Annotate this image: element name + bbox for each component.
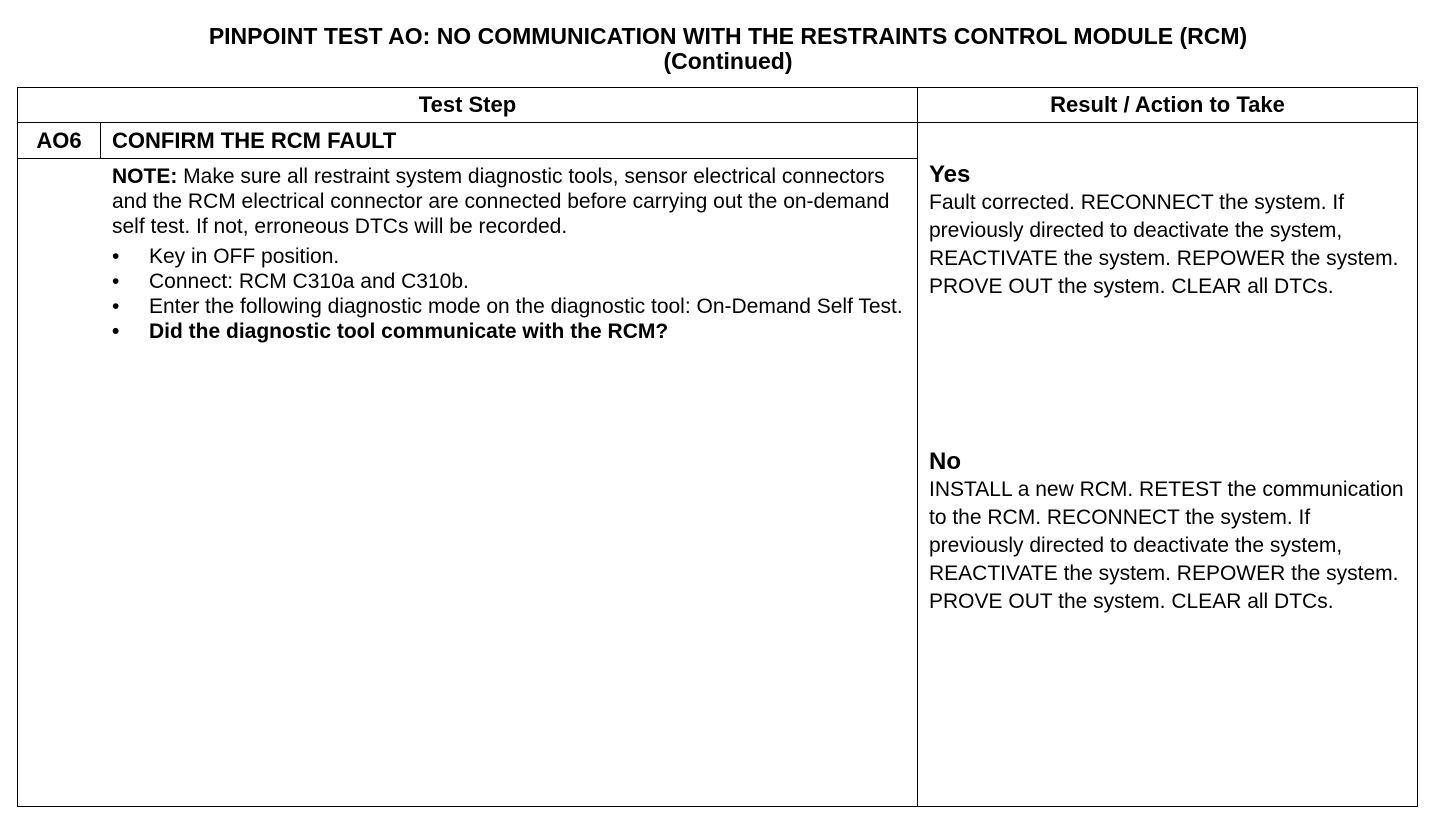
column-divider <box>917 87 918 807</box>
header-test-step: Test Step <box>418 92 517 117</box>
list-item <box>112 244 907 269</box>
result-no-label: No <box>929 448 961 475</box>
note-text: Make sure all restraint system diagnostic tools, sensor electrical connectors and the RCM electrical connector are connected before carrying out the on-demand self test. If not, erroneous DTCs will be recorded. <box>112 165 890 238</box>
bullet-text: Enter the following diagnostic mode on the diagnostic tool: On-Demand Self Test. <box>149 295 903 318</box>
result-yes-text: Fault corrected. RECONNECT the system. If previously directed to deactivate the system, REACTIVATE the system. REPOWER the system. PROVE OUT the system. CLEAR all DTCs. <box>929 191 1399 298</box>
header-divider <box>17 122 1418 123</box>
bullet-icon: • <box>112 245 120 268</box>
step-id: AO6 <box>36 128 82 153</box>
bullet-icon: • <box>112 295 120 318</box>
page-subtitle: (Continued) <box>663 48 793 74</box>
step-bullets <box>112 244 907 344</box>
bullet-text: Did the diagnostic tool communicate with the RCM? <box>149 320 669 343</box>
step-id-divider <box>100 122 101 159</box>
step-body <box>112 164 907 344</box>
bullet-text: Connect: RCM C310a and C310b. <box>149 270 469 293</box>
result-yes-label: Yes <box>929 161 971 188</box>
step-title: CONFIRM THE RCM FAULT <box>112 128 397 153</box>
result-no-text: INSTALL a new RCM. RETEST the communication to the RCM. RECONNECT the system. If previously directed to deactivate the system, REACTIVATE the system. REPOWER the system. PROVE OUT the system. CLEAR all DTCs. <box>929 478 1404 613</box>
note-label: NOTE: <box>112 165 178 188</box>
bullet-icon: • <box>112 270 120 293</box>
bullet-icon: • <box>112 320 120 343</box>
list-item <box>112 269 907 294</box>
bullet-text: Key in OFF position. <box>149 245 340 268</box>
list-item <box>112 294 907 319</box>
list-item <box>112 319 907 344</box>
page-title: PINPOINT TEST AO: NO COMMUNICATION WITH THE RESTRAINTS CONTROL MODULE (RCM) <box>208 23 1248 49</box>
note <box>112 164 907 239</box>
result-no <box>929 448 1409 616</box>
header-result-action: Result / Action to Take <box>1050 92 1285 117</box>
result-yes <box>929 161 1409 301</box>
step-title-divider <box>17 158 918 159</box>
